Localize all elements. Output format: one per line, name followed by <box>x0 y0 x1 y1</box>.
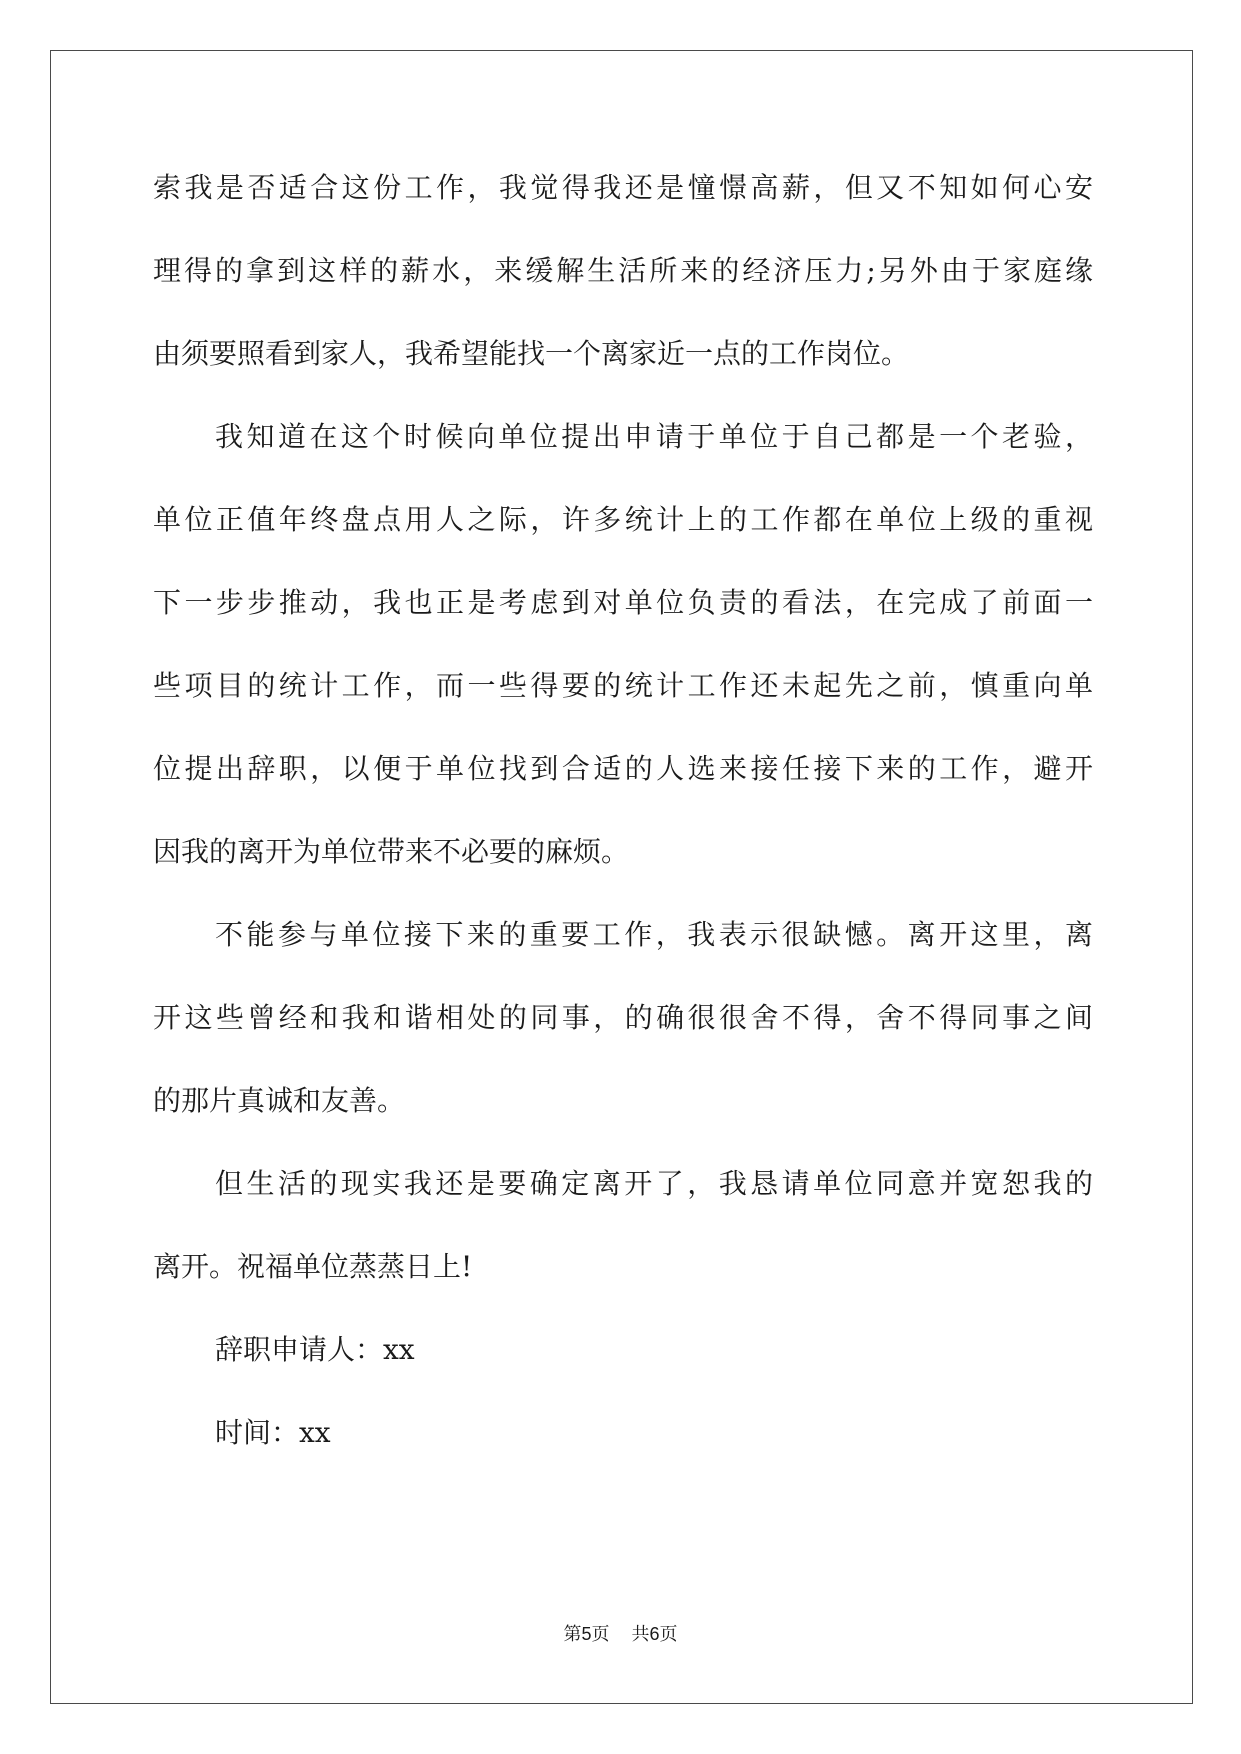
document-body <box>153 164 1093 1492</box>
page-footer <box>0 1620 1241 1646</box>
footer-total-number: 6 <box>649 1624 660 1644</box>
text-line: 的那片真诚和友善。 <box>153 1084 406 1117</box>
text-line: 因我的离开为单位带来不必要的麻烦。 <box>153 835 630 868</box>
text-line: 些项目的统计工作，而一些得要的统计工作还未起先之前，慎重向单 <box>153 669 1093 702</box>
footer-page-number: 5 <box>581 1624 592 1644</box>
text-line: 位提出辞职，以便于单位找到合适的人选来接任接下来的工作，避开 <box>153 752 1093 785</box>
applicant-line: 辞职申请人：xx <box>215 1333 415 1366</box>
footer-total-prefix: 共 <box>631 1624 650 1645</box>
text-line: 但生活的现实我还是要确定离开了，我恳请单位同意并宽恕我的 <box>215 1167 1093 1200</box>
text-line: 理得的拿到这样的薪水，来缓解生活所来的经济压力;另外由于家庭缘 <box>153 254 1093 287</box>
text-line: 离开。祝福单位蒸蒸日上! <box>153 1250 473 1283</box>
text-line: 索我是否适合这份工作，我觉得我还是憧憬高薪，但又不知如何心安 <box>153 171 1093 204</box>
footer-total-suffix: 页 <box>659 1624 678 1645</box>
footer-page-suffix: 页 <box>591 1624 610 1645</box>
text-line: 不能参与单位接下来的重要工作，我表示很缺憾。离开这里，离 <box>215 918 1093 951</box>
date-line: 时间：xx <box>215 1416 331 1449</box>
footer-page-prefix: 第 <box>563 1624 582 1645</box>
text-line: 开这些曾经和我和谐相处的同事，的确很很舍不得，舍不得同事之间 <box>153 1001 1093 1034</box>
text-line: 单位正值年终盘点用人之际，许多统计上的工作都在单位上级的重视 <box>153 503 1093 536</box>
text-line: 下一步步推动，我也正是考虑到对单位负责的看法，在完成了前面一 <box>153 586 1093 619</box>
text-line: 由须要照看到家人，我希望能找一个离家近一点的工作岗位。 <box>153 337 910 370</box>
text-line: 我知道在这个时候向单位提出申请于单位于自己都是一个老验， <box>215 420 1093 453</box>
